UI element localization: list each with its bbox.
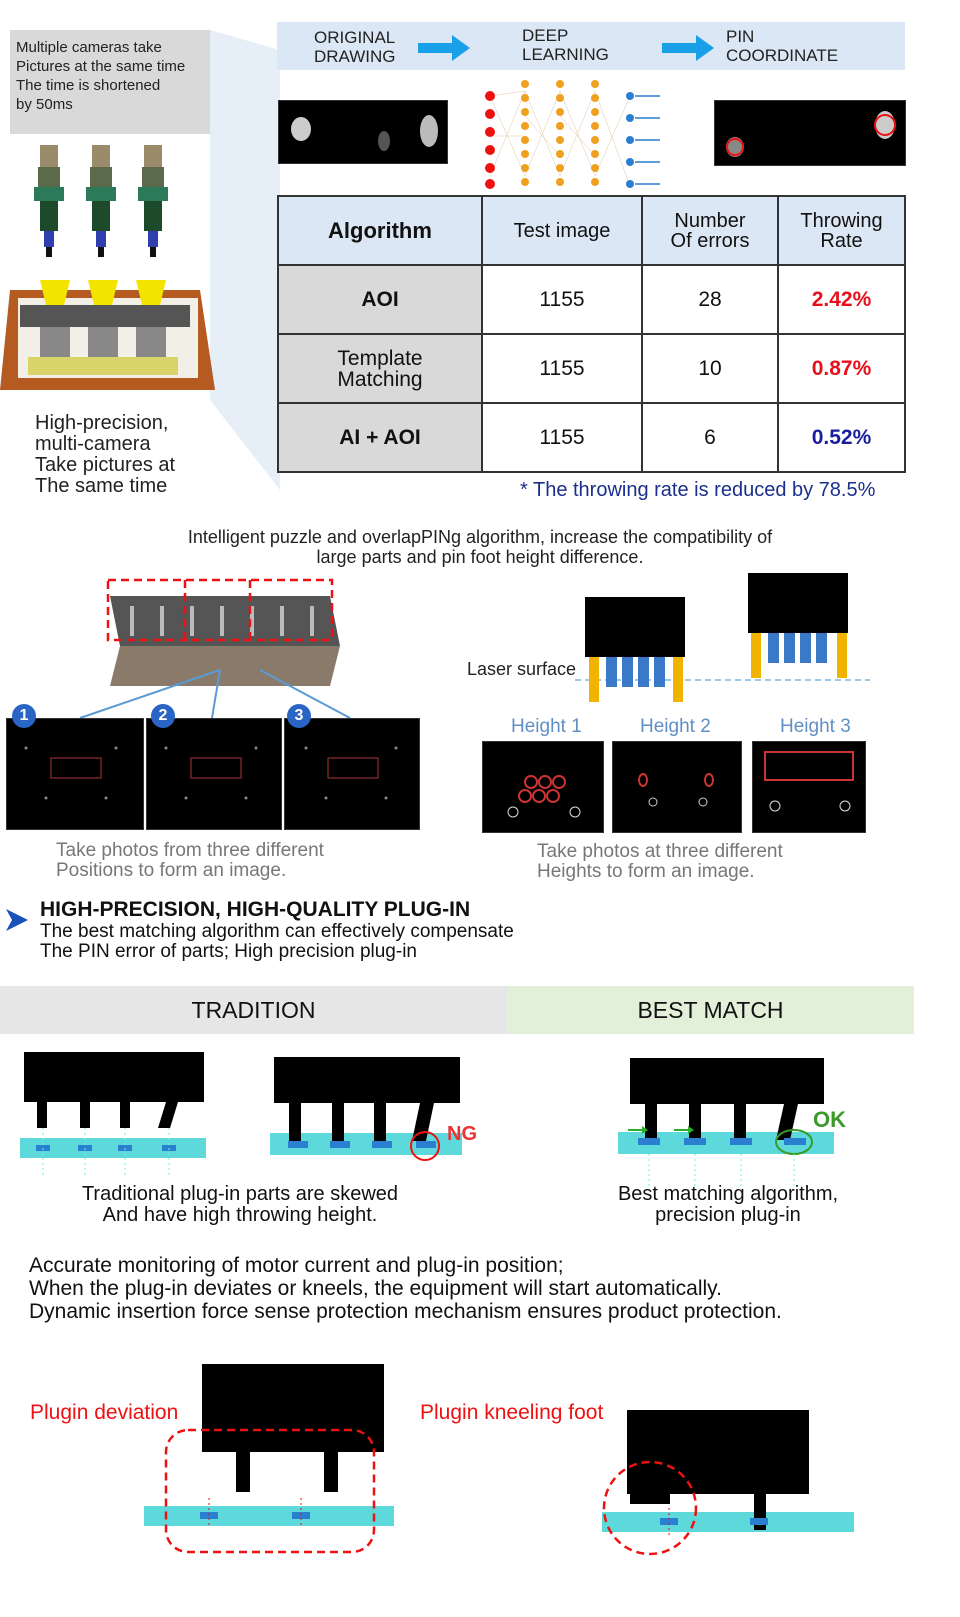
tradition-caption-line: Traditional plug-in parts are skewed	[81, 1183, 399, 1205]
best-match-diagram	[618, 1058, 838, 1188]
height-label-1: Height 1	[511, 716, 582, 737]
best-match-caption	[560, 1184, 896, 1226]
algorithm-cell: AOI	[278, 265, 482, 334]
algorithm-cell	[278, 334, 482, 403]
table-header-cell	[778, 196, 905, 265]
table-header-cell: Algorithm	[278, 196, 482, 265]
puzzle-intro-line: Intelligent puzzle and overlapPINg algorithm, increase the compatibility of	[187, 527, 773, 547]
flow-step-original-drawing	[314, 28, 396, 66]
rate-cell: 2.42%	[778, 265, 905, 334]
tradition-caption	[0, 1184, 480, 1226]
camera-note-box	[10, 30, 210, 134]
plugin-title: HIGH-PRECISION, HIGH-QUALITY PLUG-IN	[40, 898, 471, 921]
tradition-caption-line: And have high throwing height.	[102, 1204, 378, 1226]
position-badge-3: 3	[287, 704, 311, 728]
algorithm-line: Matching	[337, 367, 423, 391]
height-caption-line: Take photos at three different	[537, 841, 783, 862]
original-drawing-image	[278, 100, 448, 164]
monitor-line: When the plug-in deviates or kneels, the equipment will start automatically.	[29, 1277, 722, 1300]
table-footnote: * The throwing rate is reduced by 78.5%	[520, 479, 876, 501]
flow-step-line: PIN	[726, 27, 755, 46]
best-match-caption-line: precision plug-in	[655, 1204, 801, 1226]
photo-dots	[6, 718, 420, 830]
puzzle-intro	[0, 527, 960, 567]
position-caption-line: Positions to form an image.	[56, 860, 287, 881]
camera-note-line: The time is shortened	[16, 77, 161, 94]
height-photo-2	[612, 741, 742, 833]
rate-cell: 0.52%	[778, 403, 905, 472]
chevron-right-icon	[6, 909, 28, 931]
header-line: Of errors	[670, 229, 750, 252]
height-label-2: Height 2	[640, 716, 711, 737]
test-image-cell: 1155	[482, 403, 642, 472]
plugin-deviation-label: Plugin deviation	[30, 1401, 179, 1424]
position-caption-line: Take photos from three different	[56, 840, 324, 861]
flow-step-line: DEEP	[522, 26, 569, 45]
arrow-right-icon	[662, 35, 714, 61]
best-match-caption-line: Best matching algorithm,	[617, 1183, 839, 1205]
errors-cell: 28	[642, 265, 778, 334]
tradition-banner: TRADITION	[0, 986, 507, 1034]
position-caption	[56, 841, 324, 881]
tradition-diagram-skewed	[20, 1050, 210, 1185]
best-match-banner: BEST MATCH	[507, 986, 914, 1034]
algorithm-line: Template	[337, 346, 423, 370]
height-caption	[537, 842, 783, 882]
camera-caption-line: The same time	[35, 475, 168, 497]
tradition-diagram-ng	[270, 1055, 485, 1170]
algorithm-comparison-table	[277, 195, 906, 473]
test-image-cell: 1155	[482, 334, 642, 403]
camera-caption-line: Take pictures at	[35, 454, 176, 476]
neural-network-icon	[480, 76, 670, 194]
plugin-deviation-diagram	[140, 1364, 398, 1564]
ok-label: OK	[813, 1107, 846, 1132]
table-header-cell	[642, 196, 778, 265]
camera-caption-line: multi-camera	[35, 433, 151, 455]
plugin-kneeling-label: Plugin kneeling foot	[420, 1401, 604, 1424]
plugin-kneeling-diagram	[600, 1408, 858, 1568]
rate-cell: 0.87%	[778, 334, 905, 403]
camera-note-line: Pictures at the same time	[16, 58, 186, 75]
flow-step-line: ORIGINAL	[314, 28, 396, 47]
monitor-line: Accurate monitoring of motor current and plug-in position;	[29, 1254, 564, 1277]
height-diagram	[575, 570, 875, 710]
errors-cell: 6	[642, 403, 778, 472]
position-badge-2: 2	[151, 704, 175, 728]
flow-step-line: LEARNING	[522, 45, 609, 64]
table-row	[278, 403, 905, 472]
camera-caption-line: High-precision,	[35, 412, 169, 434]
multi-camera-machine-illustration	[0, 140, 220, 412]
camera-caption	[35, 413, 175, 497]
table-row	[278, 265, 905, 334]
plugin-desc-line: The best matching algorithm can effectively compensate	[40, 921, 514, 942]
table-header-row	[278, 196, 905, 265]
arrow-right-icon	[418, 35, 470, 61]
flow-step-line: COORDINATE	[726, 46, 839, 65]
camera-note-line: by 50ms	[16, 96, 73, 113]
table-row	[278, 334, 905, 403]
puzzle-intro-line: large parts and pin foot height difference.	[316, 547, 644, 567]
monitor-text	[29, 1254, 782, 1323]
algorithm-cell: AI + AOI	[278, 403, 482, 472]
flow-step-deep-learning	[522, 26, 609, 64]
header-line: Rate	[820, 229, 863, 252]
monitor-line: Dynamic insertion force sense protection mechanism ensures product protection.	[29, 1300, 782, 1323]
table-header-cell: Test image	[482, 196, 642, 265]
height-photo-3	[752, 741, 866, 833]
position-badge-1: 1	[12, 704, 36, 728]
test-image-cell: 1155	[482, 265, 642, 334]
height-photo-1	[482, 741, 604, 833]
ng-label: NG	[447, 1123, 477, 1145]
plugin-desc	[40, 922, 514, 962]
plugin-desc-line: The PIN error of parts; High precision plug-in	[40, 941, 417, 962]
height-caption-line: Heights to form an image.	[537, 861, 755, 882]
height-label-3: Height 3	[780, 716, 851, 737]
flow-step-line: DRAWING	[314, 47, 396, 66]
pin-coordinate-image	[714, 100, 906, 166]
flow-step-pin-coordinate	[726, 27, 838, 65]
errors-cell: 10	[642, 334, 778, 403]
header-line: Throwing	[800, 209, 883, 232]
header-line: Number	[674, 209, 746, 232]
camera-note-line: Multiple cameras take	[16, 39, 162, 56]
laser-surface-label: Laser surface	[467, 659, 577, 679]
